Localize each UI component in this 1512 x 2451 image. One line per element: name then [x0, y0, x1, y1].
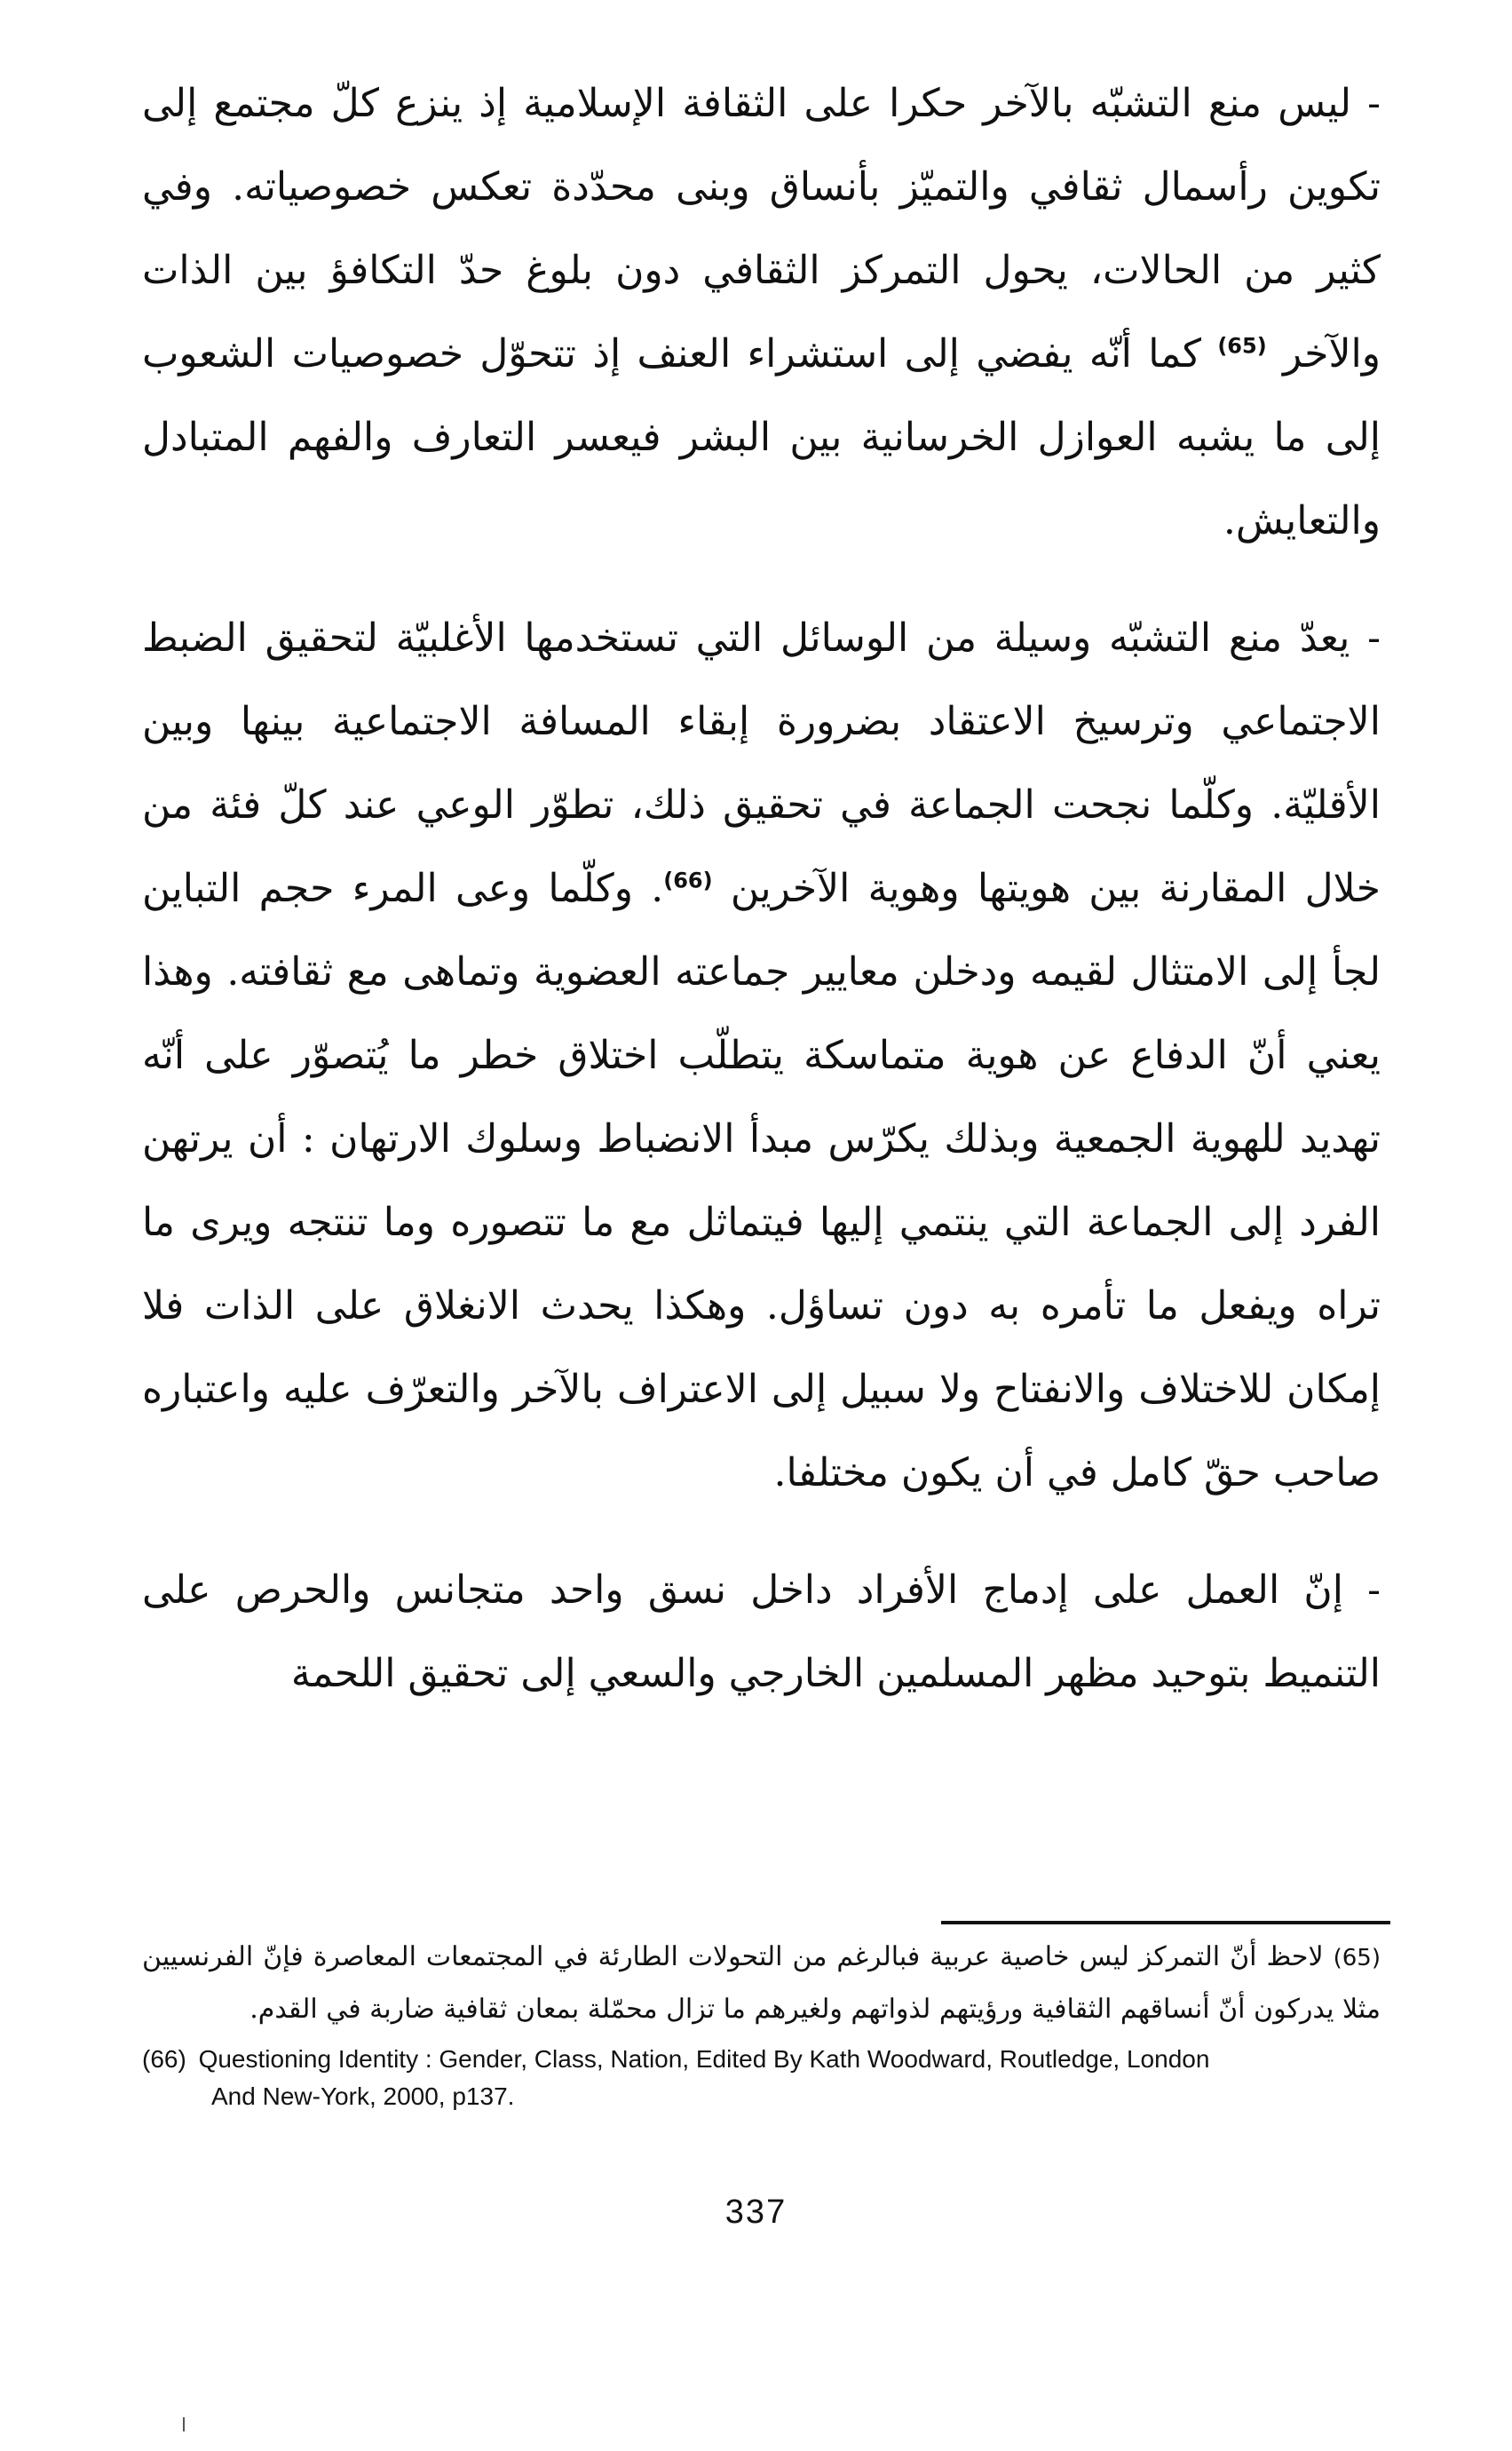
body-text [142, 62, 1381, 1716]
footnote-66 [142, 2041, 1381, 2115]
footnote-65-number: (65) [1333, 1945, 1381, 1971]
footnotes [142, 1931, 1381, 2115]
paragraph-2-text-a: - يعدّ منع التشبّه وسيلة من الوسائل التي تستخدمها الأغلبيّة لتحقيق الضبط الاجتماعي وترسيخ الاعتقاد بضرورة إبقاء المسافة الاجتماعية بينها وبين الأقليّة. وكلّما نجحت الجماعة في تحقيق ذلك، تطوّر الوعي عند كلّ فئة من خلال المقارنة بين هويتها وهوية الآخرين [142, 615, 1381, 911]
footnote-66-line-1: Questioning Identity : Gender, Class, Nation, Edited By Kath Woodward, Routledge, London [198, 2045, 1210, 2073]
footnote-65 [142, 1931, 1381, 2035]
footnote-ref-65: (65) [1217, 333, 1267, 359]
paragraph-1-text-b: كما أنّه يفضي إلى استشراء العنف إذ تتحوّل خصوصيات الشعوب إلى ما يشبه العوازل الخرسانية بين البشر فيعسر التعارف والفهم المتبادل والتعايش. [142, 331, 1381, 543]
paragraph-3-text: - إنّ العمل على إدماج الأفراد داخل نسق واحد متجانس والحرص على التنميط بتوحيد مظهر المسلمين الخارجي والسعي إلى تحقيق اللحمة [142, 1567, 1381, 1696]
footnote-ref-66: (66) [663, 868, 713, 893]
paragraph-2 [142, 597, 1381, 1515]
scan-artifact [183, 2417, 185, 2431]
paragraph-1 [142, 62, 1381, 563]
paragraph-1-text-a: - ليس منع التشبّه بالآخر حكرا على الثقافة الإسلامية إذ ينزع كلّ مجتمع إلى تكوين رأسمال ثقافي والتميّز بأنساق وبنى محدّدة تعكس خصوصياته. وفي كثير من الحالات، يحول التمركز الثقافي دون بلوغ حدّ التكافؤ بين الذات والآخر [142, 81, 1381, 377]
paragraph-2-text-b: . وكلّما وعى المرء حجم التباين لجأ إلى الامتثال لقيمه ودخلن معايير جماعته العضوية وتماهى مع ثقافته. وهذا يعني أنّ الدفاع عن هوية متماسكة يتطلّب اختلاق خطر ما يُتصوّر على أنّه تهديد للهوية الجمعية وبذلك يكرّس مبدأ الانضباط وسلوك الارتهان : أن يرتهن الفرد إلى الجماعة التي ينتمي إليها فيتماثل مع ما تتصوره وما تنتجه ويرى ما تراه ويفعل ما تأمره به دون تساؤل. وهكذا يحدث الانغلاق على الذات فلا إمكان للاختلاف والانفتاح ولا سبيل إلى الاعتراف بالآخر والتعرّف عليه واعتباره صاحب حقّ كامل في أن يكون مختلفا. [142, 866, 1381, 1495]
footnote-separator [941, 1921, 1390, 1924]
paragraph-3 [142, 1549, 1381, 1716]
footnote-65-text: لاحظ أنّ التمركز ليس خاصية عربية فبالرغم من التحولات الطارئة في المجتمعات المعاصرة فإنّ الفرنسيين مثلا يدركون أنّ أنساقهم الثقافية ورؤيتهم لذواتهم ولغيرهم ما تزال محمّلة بمعان ثقافية ضاربة في القدم. [142, 1941, 1381, 2025]
footnote-66-line-2: And New-York, 2000, p137. [211, 2082, 515, 2110]
page-number: 337 [724, 2193, 788, 2231]
footnote-66-number: (66) [142, 2045, 186, 2073]
